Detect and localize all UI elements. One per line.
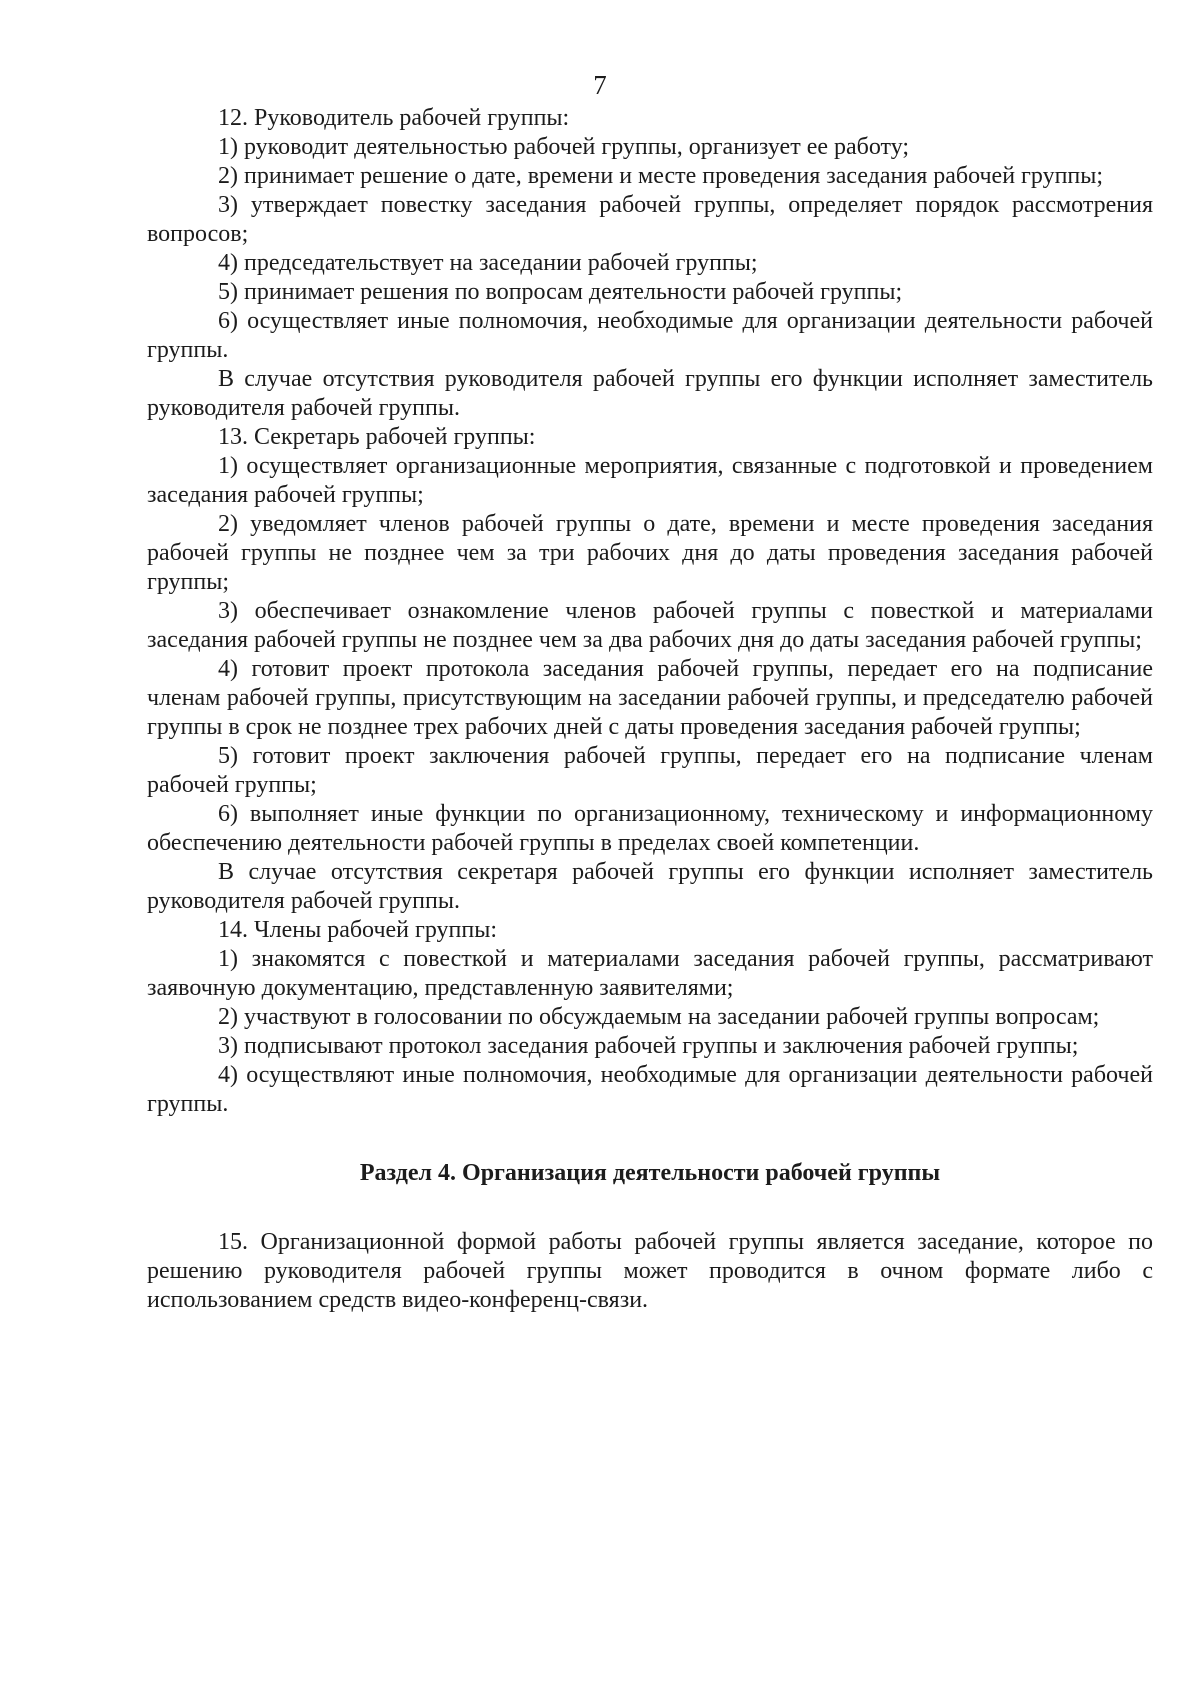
paragraph: 12. Руководитель рабочей группы: xyxy=(218,105,570,131)
paragraph: 13. Секретарь рабочей группы: xyxy=(218,424,536,450)
paragraph: 4) готовит проект протокола заседания рабочей группы, передает его на подписание членам рабочей группы, присутствующим на заседании рабочей группы, и председателю рабочей группы в срок не позднее трех рабочих дней с даты проведения заседания рабочей группы; xyxy=(147,656,1153,740)
paragraph: 2) участвуют в голосовании по обсуждаемым на заседании рабочей группы вопросам; xyxy=(218,1004,1100,1030)
paragraph: 3) обеспечивает ознакомление членов рабочей группы с повесткой и материалами заседания рабочей группы не позднее чем за два рабочих дня до даты заседания рабочей группы; xyxy=(147,598,1153,653)
paragraph: 6) выполняет иные функции по организационному, техническому и информационному обеспечению деятельности рабочей группы в пределах своей компетенции. xyxy=(147,801,1153,856)
paragraph: 1) знакомятся с повесткой и материалами заседания рабочей группы, рассматривают заявочную документацию, представленную заявителями; xyxy=(147,946,1153,1001)
paragraph: 2) уведомляет членов рабочей группы о дате, времени и месте проведения заседания рабочей группы не позднее чем за три рабочих дня до даты проведения заседания рабочей группы; xyxy=(147,511,1153,595)
paragraph: 3) подписывают протокол заседания рабочей группы и заключения рабочей группы; xyxy=(218,1033,1079,1059)
paragraph: 1) руководит деятельностью рабочей группы, организует ее работу; xyxy=(218,134,910,160)
paragraph: 5) готовит проект заключения рабочей группы, передает его на подписание членам рабочей группы; xyxy=(147,743,1153,798)
paragraph: 6) осуществляет иные полномочия, необходимые для организации деятельности рабочей группы. xyxy=(147,308,1153,363)
paragraph: 1) осуществляет организационные мероприятия, связанные с подготовкой и проведением заседания рабочей группы; xyxy=(147,453,1153,508)
document-body xyxy=(147,104,1153,1315)
paragraph: 5) принимает решения по вопросам деятельности рабочей группы; xyxy=(218,279,903,305)
paragraph: 14. Члены рабочей группы: xyxy=(218,917,498,943)
section-heading: Раздел 4. Организация деятельности рабочей группы xyxy=(359,1160,941,1186)
paragraph: 4) председательствует на заседании рабочей группы; xyxy=(218,250,758,276)
paragraph: 15. Организационной формой работы рабочей группы является заседание, которое по решению руководителя рабочей группы может проводится в очном формате либо с использованием средств видео-конференц-связи. xyxy=(147,1229,1153,1313)
paragraph: В случае отсутствия руководителя рабочей группы его функции исполняет заместитель руководителя рабочей группы. xyxy=(147,366,1153,421)
page-number: 7 xyxy=(593,70,607,100)
paragraph: 2) принимает решение о дате, времени и месте проведения заседания рабочей группы; xyxy=(218,163,1104,189)
paragraph: 4) осуществляют иные полномочия, необходимые для организации деятельности рабочей группы. xyxy=(147,1062,1153,1117)
paragraph: В случае отсутствия секретаря рабочей группы его функции исполняет заместитель руководителя рабочей группы. xyxy=(147,859,1153,914)
paragraph: 3) утверждает повестку заседания рабочей группы, определяет порядок рассмотрения вопросов; xyxy=(147,192,1153,247)
